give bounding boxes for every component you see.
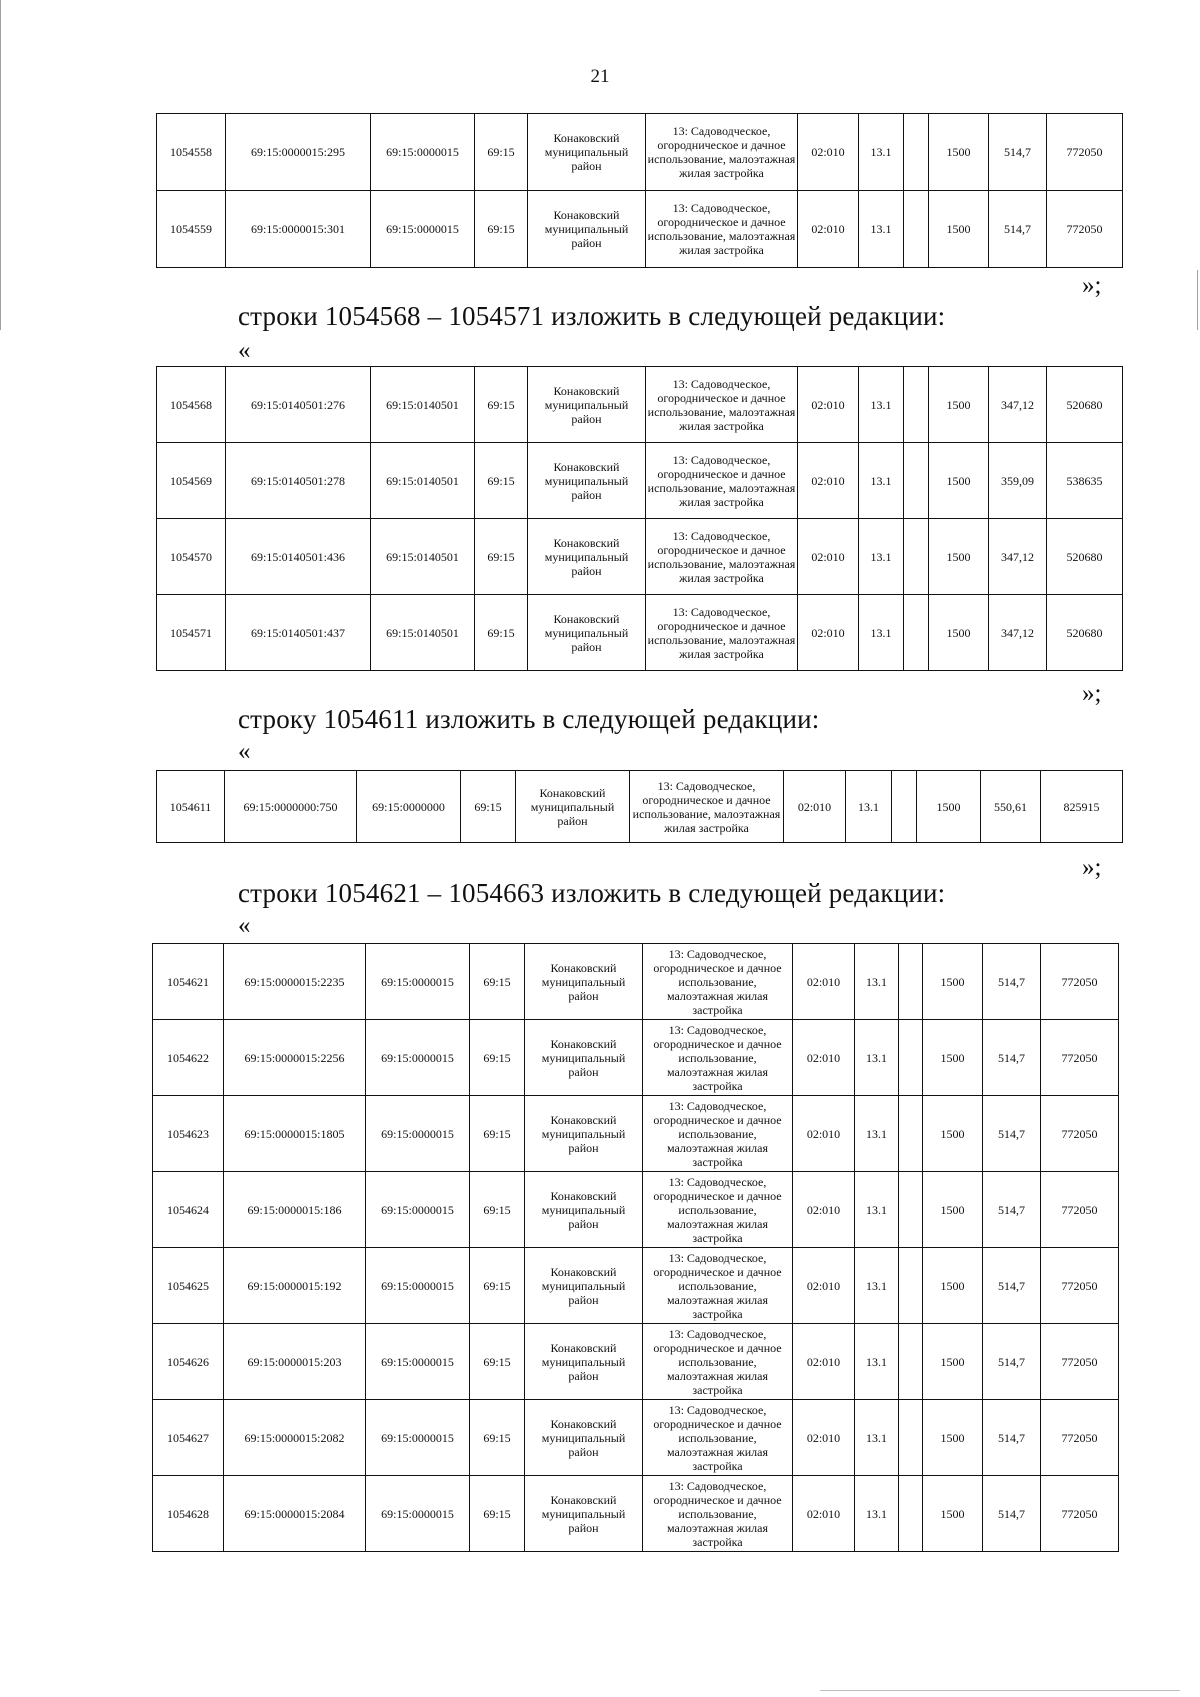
cadastral-quarter-cell: 69:15:0000015 — [366, 944, 470, 1020]
specific-value-cell: 514,7 — [989, 114, 1047, 191]
row-number-cell: 1054624 — [153, 1172, 224, 1248]
land-use-purpose-cell: 13: Садоводческое, огородническое и дачное использование, малоэтажная жилая застройка — [646, 443, 798, 519]
subgroup-code-cell: 13.1 — [855, 1400, 899, 1476]
municipality-cell: Конаковский муниципальный район — [528, 114, 646, 191]
cadastral-district-cell: 69:15 — [470, 1324, 525, 1400]
table-row — [157, 771, 1123, 843]
group-code-cell: 02:010 — [798, 114, 859, 191]
land-use-purpose-cell: 13: Садоводческое, огородническое и дачное использование, малоэтажная жилая застройка — [643, 1248, 793, 1324]
table-row — [153, 944, 1119, 1020]
table-row — [153, 1096, 1119, 1172]
cadastral-district-cell: 69:15 — [470, 1020, 525, 1096]
empty-cell-cell — [892, 771, 917, 843]
municipality-cell: Конаковский муниципальный район — [525, 1020, 643, 1096]
municipality-cell: Конаковский муниципальный район — [525, 944, 643, 1020]
row-number-cell: 1054571 — [157, 595, 226, 671]
cadastral-number-cell: 69:15:0000000:750 — [225, 771, 357, 843]
specific-value-cell: 514,7 — [983, 1172, 1041, 1248]
specific-value-cell: 514,7 — [983, 1476, 1041, 1552]
table-row — [153, 1324, 1119, 1400]
municipality-cell: Конаковский муниципальный район — [528, 443, 646, 519]
cadastral-value-cell: 772050 — [1041, 1248, 1119, 1324]
cadastral-number-cell: 69:15:0000015:2084 — [224, 1476, 366, 1552]
specific-value-cell: 514,7 — [983, 1248, 1041, 1324]
group-code-cell: 02:010 — [798, 191, 859, 268]
row-number-cell: 1054623 — [153, 1096, 224, 1172]
cadastral-district-cell: 69:15 — [475, 114, 528, 191]
land-use-purpose-cell: 13: Садоводческое, огородническое и дачное использование, малоэтажная жилая застройка — [646, 114, 798, 191]
group-code-cell: 02:010 — [798, 443, 859, 519]
cadastral-value-cell: 772050 — [1041, 1172, 1119, 1248]
cadastral-number-cell: 69:15:0000015:2256 — [224, 1020, 366, 1096]
municipality-cell: Конаковский муниципальный район — [528, 367, 646, 443]
group-code-cell: 02:010 — [798, 595, 859, 671]
area-cell: 1500 — [923, 1324, 983, 1400]
land-use-purpose-cell: 13: Садоводческое, огородническое и дачное использование, малоэтажная жилая застройка — [643, 1172, 793, 1248]
area-cell: 1500 — [923, 1020, 983, 1096]
area-cell: 1500 — [923, 1476, 983, 1552]
cadastral-number-cell: 69:15:0000015:186 — [224, 1172, 366, 1248]
cadastral-quarter-cell: 69:15:0140501 — [371, 519, 475, 595]
subgroup-code-cell: 13.1 — [855, 1096, 899, 1172]
cadastral-quarter-cell: 69:15:0140501 — [371, 595, 475, 671]
empty-cell-cell — [899, 1400, 923, 1476]
cadastral-value-cell: 520680 — [1047, 367, 1123, 443]
row-number-cell: 1054570 — [157, 519, 226, 595]
area-cell: 1500 — [929, 595, 989, 671]
specific-value-cell: 514,7 — [983, 1324, 1041, 1400]
empty-cell-cell — [904, 595, 929, 671]
cadastral-district-cell: 69:15 — [475, 367, 528, 443]
group-code-cell: 02:010 — [798, 519, 859, 595]
cadastral-number-cell: 69:15:0140501:278 — [226, 443, 371, 519]
municipality-cell: Конаковский муниципальный район — [525, 1172, 643, 1248]
cadastral-number-cell: 69:15:0140501:437 — [226, 595, 371, 671]
land-use-purpose-cell: 13: Садоводческое, огородническое и дачное использование, малоэтажная жилая застройка — [646, 595, 798, 671]
group-code-cell: 02:010 — [793, 1476, 855, 1552]
subgroup-code-cell: 13.1 — [859, 191, 904, 268]
specific-value-cell: 514,7 — [983, 1096, 1041, 1172]
municipality-cell: Конаковский муниципальный район — [516, 771, 630, 843]
section-intro-text: строки 1054621 – 1054663 изложить в следующей редакции: — [238, 878, 946, 908]
cadastral-quarter-cell: 69:15:0000015 — [366, 1324, 470, 1400]
subgroup-code-cell: 13.1 — [859, 114, 904, 191]
empty-cell-cell — [904, 443, 929, 519]
land-use-purpose-cell: 13: Садоводческое, огородническое и дачное использование, малоэтажная жилая застройка — [643, 1020, 793, 1096]
area-cell: 1500 — [923, 1172, 983, 1248]
cadastral-quarter-cell: 69:15:0000015 — [366, 1476, 470, 1552]
cadastral-quarter-cell: 69:15:0140501 — [371, 367, 475, 443]
cadastral-number-cell: 69:15:0140501:276 — [226, 367, 371, 443]
cadastral-quarter-cell: 69:15:0000015 — [366, 1248, 470, 1324]
group-code-cell: 02:010 — [793, 1400, 855, 1476]
cadastral-number-cell: 69:15:0000015:2082 — [224, 1400, 366, 1476]
cadastral-number-cell: 69:15:0000015:301 — [226, 191, 371, 268]
cadastral-value-cell: 772050 — [1041, 1400, 1119, 1476]
empty-cell-cell — [904, 367, 929, 443]
cadastral-value-cell: 825915 — [1041, 771, 1123, 843]
municipality-cell: Конаковский муниципальный район — [528, 519, 646, 595]
cadastral-number-cell: 69:15:0000015:1805 — [224, 1096, 366, 1172]
section-intro-text: строки 1054568 – 1054571 изложить в следующей редакции: — [238, 301, 946, 331]
cadastral-value-cell: 520680 — [1047, 595, 1123, 671]
specific-value-cell: 359,09 — [989, 443, 1047, 519]
municipality-cell: Конаковский муниципальный район — [528, 595, 646, 671]
subgroup-code-cell: 13.1 — [855, 1324, 899, 1400]
cadastral-number-cell: 69:15:0000015:192 — [224, 1248, 366, 1324]
table-row — [153, 1400, 1119, 1476]
municipality-cell: Конаковский муниципальный район — [525, 1324, 643, 1400]
cadastral-value-cell: 772050 — [1047, 114, 1123, 191]
subgroup-code-cell: 13.1 — [846, 771, 892, 843]
cadastral-district-cell: 69:15 — [461, 771, 516, 843]
land-use-purpose-cell: 13: Садоводческое, огородническое и дачное использование, малоэтажная жилая застройка — [643, 1324, 793, 1400]
cadastral-district-cell: 69:15 — [470, 1172, 525, 1248]
opening-quote: « — [238, 912, 251, 939]
empty-cell-cell — [899, 1476, 923, 1552]
subgroup-code-cell: 13.1 — [855, 1476, 899, 1552]
municipality-cell: Конаковский муниципальный район — [528, 191, 646, 268]
group-code-cell: 02:010 — [798, 367, 859, 443]
scan-artifact — [1197, 270, 1198, 330]
row-number-cell: 1054559 — [157, 191, 226, 268]
cadastral-district-cell: 69:15 — [470, 1400, 525, 1476]
cadastral-number-cell: 69:15:0000015:295 — [226, 114, 371, 191]
area-cell: 1500 — [929, 443, 989, 519]
empty-cell-cell — [904, 114, 929, 191]
cadastral-district-cell: 69:15 — [470, 944, 525, 1020]
table-row — [157, 443, 1123, 519]
cadastral-quarter-cell: 69:15:0000015 — [371, 191, 475, 268]
cadastral-value-cell: 772050 — [1047, 191, 1123, 268]
opening-quote: « — [238, 337, 251, 364]
row-number-cell: 1054621 — [153, 944, 224, 1020]
land-use-purpose-cell: 13: Садоводческое, огородническое и дачное использование, малоэтажная жилая застройка — [643, 1096, 793, 1172]
cadastral-value-cell: 772050 — [1041, 944, 1119, 1020]
row-number-cell: 1054611 — [157, 771, 225, 843]
scan-artifact — [0, 0, 1, 330]
subgroup-code-cell: 13.1 — [859, 367, 904, 443]
municipality-cell: Конаковский муниципальный район — [525, 1096, 643, 1172]
closing-quote: »; — [1082, 680, 1102, 707]
register-table — [152, 943, 1119, 1552]
municipality-cell: Конаковский муниципальный район — [525, 1476, 643, 1552]
empty-cell-cell — [899, 944, 923, 1020]
row-number-cell: 1054558 — [157, 114, 226, 191]
row-number-cell: 1054622 — [153, 1020, 224, 1096]
opening-quote: « — [238, 738, 251, 765]
empty-cell-cell — [904, 519, 929, 595]
cadastral-number-cell: 69:15:0000015:203 — [224, 1324, 366, 1400]
row-number-cell: 1054628 — [153, 1476, 224, 1552]
register-table — [156, 770, 1123, 843]
row-number-cell: 1054625 — [153, 1248, 224, 1324]
cadastral-quarter-cell: 69:15:0000015 — [371, 114, 475, 191]
cadastral-district-cell: 69:15 — [475, 443, 528, 519]
area-cell: 1500 — [923, 1248, 983, 1324]
group-code-cell: 02:010 — [793, 1248, 855, 1324]
cadastral-district-cell: 69:15 — [470, 1476, 525, 1552]
cadastral-value-cell: 538635 — [1047, 443, 1123, 519]
table-row — [157, 367, 1123, 443]
group-code-cell: 02:010 — [793, 1172, 855, 1248]
area-cell: 1500 — [917, 771, 981, 843]
cadastral-value-cell: 772050 — [1041, 1096, 1119, 1172]
table-row — [153, 1020, 1119, 1096]
group-code-cell: 02:010 — [793, 1096, 855, 1172]
row-number-cell: 1054627 — [153, 1400, 224, 1476]
cadastral-district-cell: 69:15 — [470, 1248, 525, 1324]
municipality-cell: Конаковский муниципальный район — [525, 1248, 643, 1324]
subgroup-code-cell: 13.1 — [859, 519, 904, 595]
page-number: 21 — [590, 66, 610, 87]
row-number-cell: 1054569 — [157, 443, 226, 519]
section-intro-text: строку 1054611 изложить в следующей редакции: — [238, 704, 820, 734]
area-cell: 1500 — [929, 367, 989, 443]
cadastral-number-cell: 69:15:0140501:436 — [226, 519, 371, 595]
cadastral-value-cell: 520680 — [1047, 519, 1123, 595]
specific-value-cell: 550,61 — [981, 771, 1041, 843]
empty-cell-cell — [899, 1248, 923, 1324]
table-row — [157, 595, 1123, 671]
cadastral-quarter-cell: 69:15:0000015 — [366, 1172, 470, 1248]
empty-cell-cell — [899, 1096, 923, 1172]
area-cell: 1500 — [923, 944, 983, 1020]
cadastral-quarter-cell: 69:15:0000015 — [366, 1400, 470, 1476]
group-code-cell: 02:010 — [793, 944, 855, 1020]
specific-value-cell: 514,7 — [989, 191, 1047, 268]
land-use-purpose-cell: 13: Садоводческое, огородническое и дачное использование, малоэтажная жилая застройка — [646, 519, 798, 595]
closing-quote: »; — [1082, 272, 1102, 299]
land-use-purpose-cell: 13: Садоводческое, огородническое и дачное использование, малоэтажная жилая застройка — [643, 944, 793, 1020]
area-cell: 1500 — [929, 519, 989, 595]
subgroup-code-cell: 13.1 — [855, 1172, 899, 1248]
cadastral-quarter-cell: 69:15:0000000 — [357, 771, 461, 843]
group-code-cell: 02:010 — [793, 1324, 855, 1400]
table-row — [157, 519, 1123, 595]
subgroup-code-cell: 13.1 — [855, 1020, 899, 1096]
specific-value-cell: 347,12 — [989, 595, 1047, 671]
closing-quote: »; — [1082, 854, 1102, 881]
empty-cell-cell — [899, 1324, 923, 1400]
land-use-purpose-cell: 13: Садоводческое, огородническое и дачное использование, малоэтажная жилая застройка — [643, 1476, 793, 1552]
cadastral-value-cell: 772050 — [1041, 1476, 1119, 1552]
cadastral-value-cell: 772050 — [1041, 1324, 1119, 1400]
empty-cell-cell — [899, 1020, 923, 1096]
row-number-cell: 1054626 — [153, 1324, 224, 1400]
subgroup-code-cell: 13.1 — [855, 944, 899, 1020]
cadastral-district-cell: 69:15 — [475, 595, 528, 671]
table-row — [153, 1248, 1119, 1324]
land-use-purpose-cell: 13: Садоводческое, огородническое и дачное использование, малоэтажная жилая застройка — [630, 771, 784, 843]
group-code-cell: 02:010 — [784, 771, 846, 843]
register-table — [156, 113, 1123, 268]
cadastral-value-cell: 772050 — [1041, 1020, 1119, 1096]
empty-cell-cell — [899, 1172, 923, 1248]
cadastral-quarter-cell: 69:15:0140501 — [371, 443, 475, 519]
specific-value-cell: 514,7 — [983, 944, 1041, 1020]
land-use-purpose-cell: 13: Садоводческое, огородническое и дачное использование, малоэтажная жилая застройка — [646, 367, 798, 443]
table-row — [157, 191, 1123, 268]
area-cell: 1500 — [929, 191, 989, 268]
cadastral-district-cell: 69:15 — [470, 1096, 525, 1172]
subgroup-code-cell: 13.1 — [859, 595, 904, 671]
land-use-purpose-cell: 13: Садоводческое, огородническое и дачное использование, малоэтажная жилая застройка — [646, 191, 798, 268]
specific-value-cell: 514,7 — [983, 1400, 1041, 1476]
cadastral-number-cell: 69:15:0000015:2235 — [224, 944, 366, 1020]
empty-cell-cell — [904, 191, 929, 268]
subgroup-code-cell: 13.1 — [859, 443, 904, 519]
scan-artifact — [820, 1690, 1180, 1691]
specific-value-cell: 514,7 — [983, 1020, 1041, 1096]
area-cell: 1500 — [929, 114, 989, 191]
cadastral-district-cell: 69:15 — [475, 519, 528, 595]
area-cell: 1500 — [923, 1096, 983, 1172]
cadastral-quarter-cell: 69:15:0000015 — [366, 1020, 470, 1096]
row-number-cell: 1054568 — [157, 367, 226, 443]
cadastral-district-cell: 69:15 — [475, 191, 528, 268]
area-cell: 1500 — [923, 1400, 983, 1476]
table-row — [157, 114, 1123, 191]
table-row — [153, 1476, 1119, 1552]
group-code-cell: 02:010 — [793, 1020, 855, 1096]
register-table — [156, 366, 1123, 671]
land-use-purpose-cell: 13: Садоводческое, огородническое и дачное использование, малоэтажная жилая застройка — [643, 1400, 793, 1476]
cadastral-quarter-cell: 69:15:0000015 — [366, 1096, 470, 1172]
subgroup-code-cell: 13.1 — [855, 1248, 899, 1324]
specific-value-cell: 347,12 — [989, 519, 1047, 595]
municipality-cell: Конаковский муниципальный район — [525, 1400, 643, 1476]
table-row — [153, 1172, 1119, 1248]
specific-value-cell: 347,12 — [989, 367, 1047, 443]
